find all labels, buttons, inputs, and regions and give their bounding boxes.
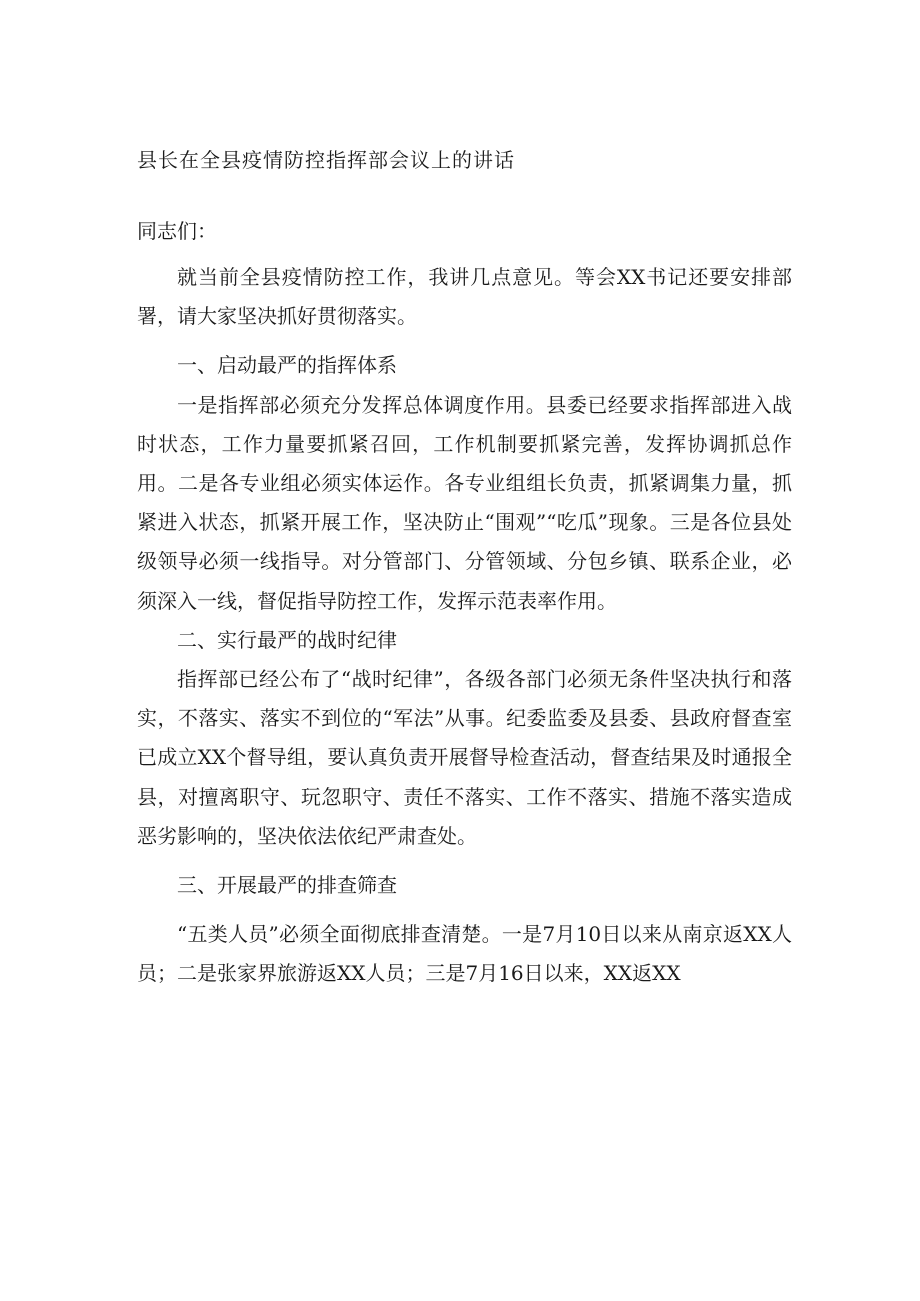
paragraph-section-3: “五类人员”必须全面彻底排查清楚。一是7月10日以来从南京返XX人员；二是张家界旅游返XX人员；三是7月16日以来，XX返XX — [137, 922, 792, 986]
salutation: 同志们： — [137, 219, 217, 243]
document-title: 县长在全县疫情防控指挥部会议上的讲话 — [137, 148, 515, 172]
paragraph-section-1: 一是指挥部必须充分发挥总体调度作用。县委已经要求指挥部进入战时状态，工作力量要抓紧召回，工作机制要抓紧完善，发挥协调抓总作用。二是各专业组必须实体运作。各专业组组长负责，抓紧调集力量，抓紧进入状态，抓紧开展工作，坚决防止“围观”“吃瓜”现象。三是各位县处级领导必须一线指导。对分管部门、分管领域、分包乡镇、联系企业，必须深入一线，督促指导防控工作，发挥示范表率作用。 — [137, 392, 792, 613]
paragraph-intro: 就当前全县疫情防控工作，我讲几点意见。等会XX书记还要安排部署，请大家坚决抓好贯彻落实。 — [137, 265, 792, 329]
section-heading-1: 一、启动最严的指挥体系 — [177, 353, 397, 378]
document-body — [137, 258, 792, 994]
section-heading-3: 三、开展最严的排查筛查 — [177, 873, 397, 898]
paragraph-section-2: 指挥部已经公布了“战时纪律”，各级各部门必须无条件坚决执行和落实，不落实、落实不到位的“军法”从事。纪委监委及县委、县政府督查室已成立XX个督导组，要认真负责开展督导检查活动，督查结果及时通报全县，对擅离职守、玩忽职守、责任不落实、工作不落实、措施不落实造成恶劣影响的，坚决依法依纪严肃查处。 — [137, 667, 792, 848]
section-heading-2: 二、实行最严的战时纪律 — [177, 627, 397, 652]
